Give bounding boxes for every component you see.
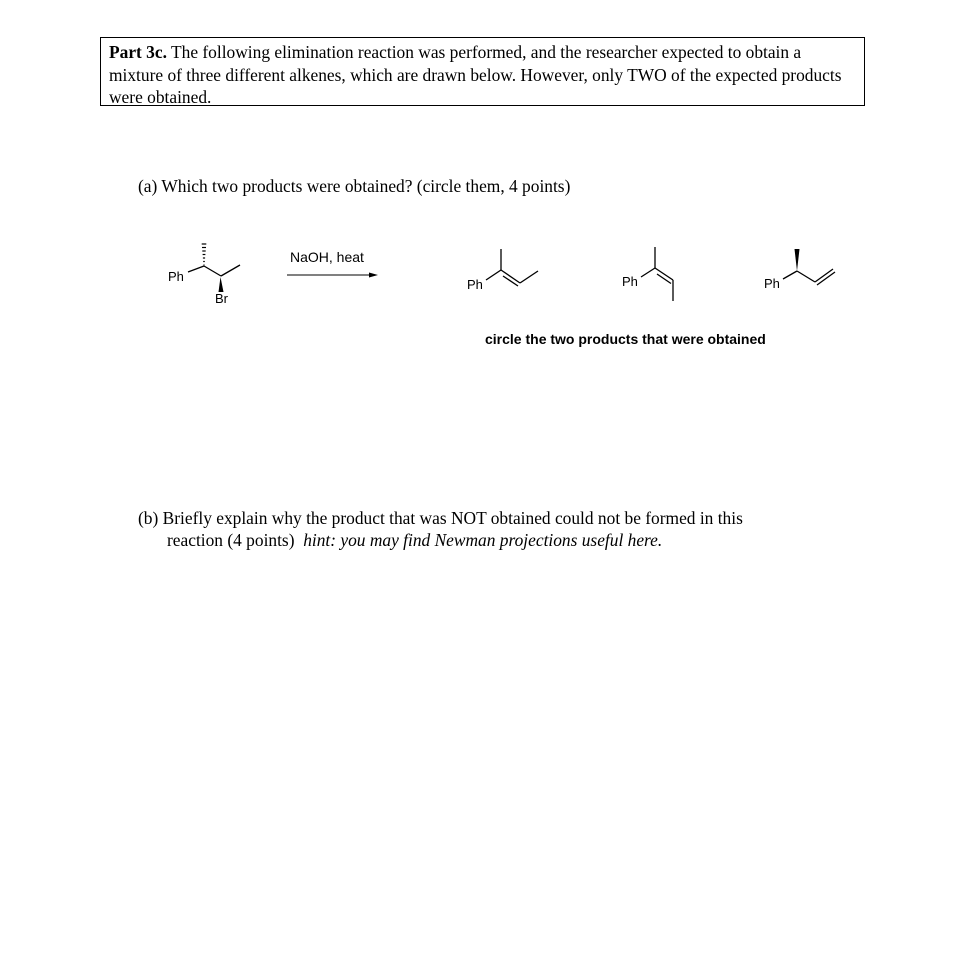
reactant-structure	[168, 244, 240, 306]
question-a-text: (a) Which two products were obtained? (circle them, 4 points)	[138, 176, 571, 196]
arrow-head	[369, 273, 378, 278]
product-2-structure	[622, 247, 673, 301]
reactant-bond-c3-c4	[221, 265, 240, 276]
question-b-hint: hint: you may find Newman projections useful here.	[303, 530, 663, 550]
product-3-structure	[764, 249, 835, 291]
part-label: Part 3c.	[109, 42, 167, 62]
question-b	[138, 507, 743, 551]
products-instruction: circle the two products that were obtained	[485, 331, 766, 347]
product-2-ph-label: Ph	[622, 274, 638, 289]
reactant-solid-wedge	[219, 277, 224, 292]
question-b-line2-wrap	[138, 529, 743, 551]
reactant-bond-ph-c2	[188, 266, 204, 272]
question-b-line1: (b) Briefly explain why the product that was NOT obtained could not be formed in this	[138, 508, 743, 528]
reaction-arrow	[287, 249, 378, 278]
product-1-structure	[467, 249, 538, 292]
product-3-ph-label: Ph	[764, 276, 780, 291]
reactant-hashed-wedge	[202, 244, 207, 265]
product-1-ph-label: Ph	[467, 277, 483, 292]
intro-text: The following elimination reaction was performed, and the researcher expected to obtain a mixture of three different alkenes, which are drawn below. However, only TWO of the expected products were obtained.	[109, 42, 842, 107]
reactant-br-label: Br	[215, 291, 228, 306]
question-b-line2: reaction (4 points)	[167, 530, 295, 550]
reactant-bond-c2-c3	[204, 266, 221, 276]
product-3-solid-wedge	[795, 249, 800, 271]
reactant-ph-label: Ph	[168, 269, 184, 284]
reagent-label: NaOH, heat	[290, 249, 364, 265]
